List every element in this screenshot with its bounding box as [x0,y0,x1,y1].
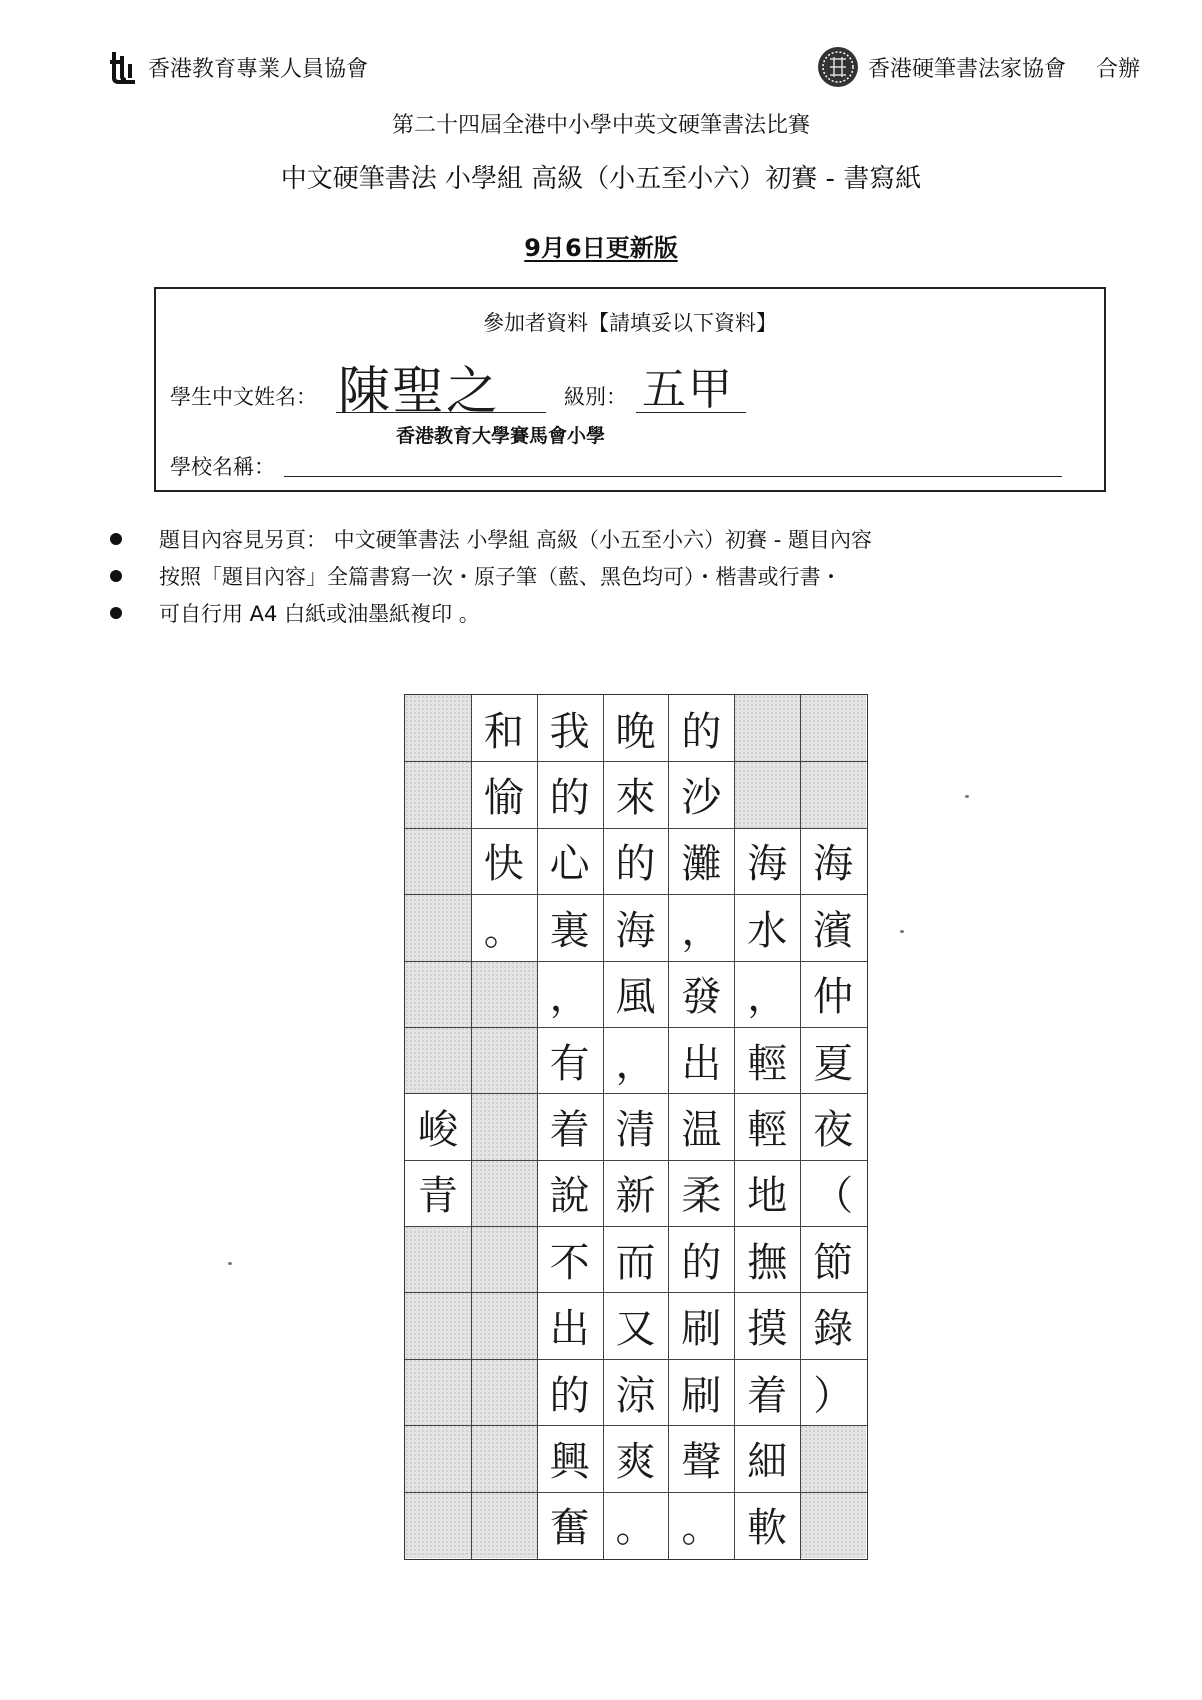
grid-cell: 的 [615,841,656,888]
grid-row-line [405,961,867,962]
grid-row-line [405,1093,867,1094]
grid-cell: 沙 [681,775,722,822]
grid-cell [471,1492,537,1558]
school-field[interactable]: 香港教育大學賽馬會小學 [396,425,606,447]
grid-cell: 峻 [417,1106,458,1153]
school-underline [284,476,1062,477]
instruction-item: 可自行用 A4 白紙或油墨紙複印 。 [110,594,872,631]
grid-cell: 海 [615,907,656,954]
name-label: 學生中文姓名： [170,385,317,409]
grid-cell: 爽 [615,1438,656,1485]
grid-cell: 濱 [813,907,854,954]
grid-cell [405,1226,471,1292]
grid-cell: 夏 [813,1040,854,1087]
organizer-left [108,50,368,84]
grid-cell: 輕 [747,1106,788,1153]
grid-cell [405,1425,471,1491]
grid-cell [405,1492,471,1558]
grid-cell [471,1027,537,1093]
grid-column-line [471,695,472,1559]
grid-cell: 青 [417,1173,458,1220]
grid-cell: 說 [549,1173,590,1220]
instruction-item: 題目內容見另頁： 中文硬筆書法 小學組 高級（小五至小六）初賽 - 題目內容 [110,520,872,557]
grid-column-line [537,695,538,1559]
version-title [0,228,1202,263]
bullet-icon [110,607,122,619]
grid-cell: 摸 [747,1306,788,1353]
writing-grid [404,694,868,1560]
grid-row-line [405,1226,867,1227]
grid-column-line [734,695,735,1559]
grid-cell: 而 [615,1239,656,1286]
grid-cell [471,1292,537,1358]
grid-cell: 刷 [681,1372,722,1419]
competition-title: 第二十四屆全港中小學中英文硬筆書法比賽 [391,113,810,138]
class-label: 級別： [564,385,627,409]
grid-row-line [405,1160,867,1161]
grid-cell: 晚 [615,708,656,755]
grid-cell: 清 [615,1106,656,1153]
grid-cell: 細 [747,1438,788,1485]
grid-cell [800,1425,866,1491]
grid-cell [405,828,471,894]
scan-speck [228,1262,232,1265]
grid-cell: 我 [549,708,590,755]
grid-row-line [405,894,867,895]
grid-cell [405,894,471,960]
grid-cell: 。 [615,1505,656,1552]
org-left-name: 香港教育專業人員協會 [148,56,369,82]
bullet-icon [110,570,122,582]
participant-heading: 參加者資料【請填妥以下資料】 [483,311,777,335]
grid-row-line [405,1292,867,1293]
class-field[interactable]: 五甲 [642,364,734,415]
grid-cell [734,761,800,827]
grid-row-line [405,1027,867,1028]
grid-cell [405,1027,471,1093]
grid-row-line [405,1425,867,1426]
grid-cell: 灘 [681,841,722,888]
grid-cell: 心 [549,841,590,888]
grid-cell: 海 [747,841,788,888]
grid-cell: 發 [681,974,722,1021]
grid-cell: 夜 [813,1106,854,1153]
grid-cell: 涼 [615,1372,656,1419]
scan-speck [965,795,969,798]
grid-cell [405,961,471,1027]
grid-cell: 温 [681,1106,722,1153]
grid-cell: 快 [483,841,524,888]
grid-cell [405,1292,471,1358]
grid-row-line [405,1359,867,1360]
grid-cell: 輕 [747,1040,788,1087]
grid-cell [471,1425,537,1491]
grid-cell: 水 [747,907,788,954]
grid-row-line [405,828,867,829]
grid-cell: 地 [747,1173,788,1220]
instruction-list [110,520,872,631]
grid-cell: ） [813,1372,854,1419]
grid-cell [405,1359,471,1425]
grid-cell: 又 [615,1306,656,1353]
grid-cell [471,961,537,1027]
grid-cell: 着 [747,1372,788,1419]
grid-cell: 的 [681,708,722,755]
grid-cell: 風 [615,974,656,1021]
grid-cell: 來 [615,775,656,822]
cohost-label: 合辦 [1095,56,1140,82]
grid-cell: 興 [549,1438,590,1485]
grid-cell: 新 [615,1173,656,1220]
grid-column-line [800,695,801,1559]
grid-cell: 着 [549,1106,590,1153]
grid-cell: 軟 [747,1505,788,1552]
grid-cell: 。 [483,907,524,954]
grid-cell [800,695,866,761]
grid-cell: 出 [549,1306,590,1353]
scan-speck [900,930,904,933]
grid-cell: 和 [483,708,524,755]
grid-cell: ， [681,907,722,954]
grid-cell [800,1492,866,1558]
grid-cell: 海 [813,841,854,888]
grid-cell [734,695,800,761]
grid-cell: 刷 [681,1306,722,1353]
grid-cell: 愉 [483,775,524,822]
calligraphy-seal-icon [816,45,860,89]
grid-cell: （ [813,1173,854,1220]
grid-cell: 裏 [549,907,590,954]
grid-cell: 聲 [681,1438,722,1485]
grid-cell: 柔 [681,1173,722,1220]
grid-cell: 的 [549,1372,590,1419]
organizer-right [816,45,1140,89]
name-field[interactable]: 陳聖之 [338,362,501,422]
grid-column-line [603,695,604,1559]
grid-cell: 。 [681,1505,722,1552]
grid-cell: 撫 [747,1239,788,1286]
category-title: 中文硬筆書法 小學組 高級（小五至小六）初賽 - 書寫紙 [280,164,922,194]
school-label: 學校名稱： [170,455,275,479]
grid-cell: 的 [549,775,590,822]
instruction-item: 按照「題目內容」全篇書寫一次・原子筆（藍、黑色均可）・楷書或行書・ [110,557,872,594]
grid-cell [471,1093,537,1159]
grid-cell: 不 [549,1239,590,1286]
grid-cell [471,1160,537,1226]
grid-cell [405,695,471,761]
grid-cell: 出 [681,1040,722,1087]
org-right-name: 香港硬筆書法家協會 [867,56,1066,82]
grid-cell: 仲 [813,974,854,1021]
grid-cell: 節 [813,1239,854,1286]
grid-cell [471,1226,537,1292]
bullet-icon [110,533,122,545]
grid-cell: ， [747,974,788,1021]
grid-cell: ， [549,974,590,1021]
grid-row-line [405,1492,867,1493]
grid-cell: 奮 [549,1505,590,1552]
grid-cell: 有 [549,1040,590,1087]
grid-cell: 的 [681,1239,722,1286]
grid-cell [800,761,866,827]
grid-cell: ， [615,1040,656,1087]
grid-cell: 錄 [813,1306,854,1353]
grid-column-line [668,695,669,1559]
participant-info-box [154,287,1106,492]
version-text: 9月6日更新版 [524,234,678,262]
grid-cell [405,761,471,827]
grid-row-line [405,761,867,762]
grid-cell [471,1359,537,1425]
ptu-logo-icon [108,50,138,84]
